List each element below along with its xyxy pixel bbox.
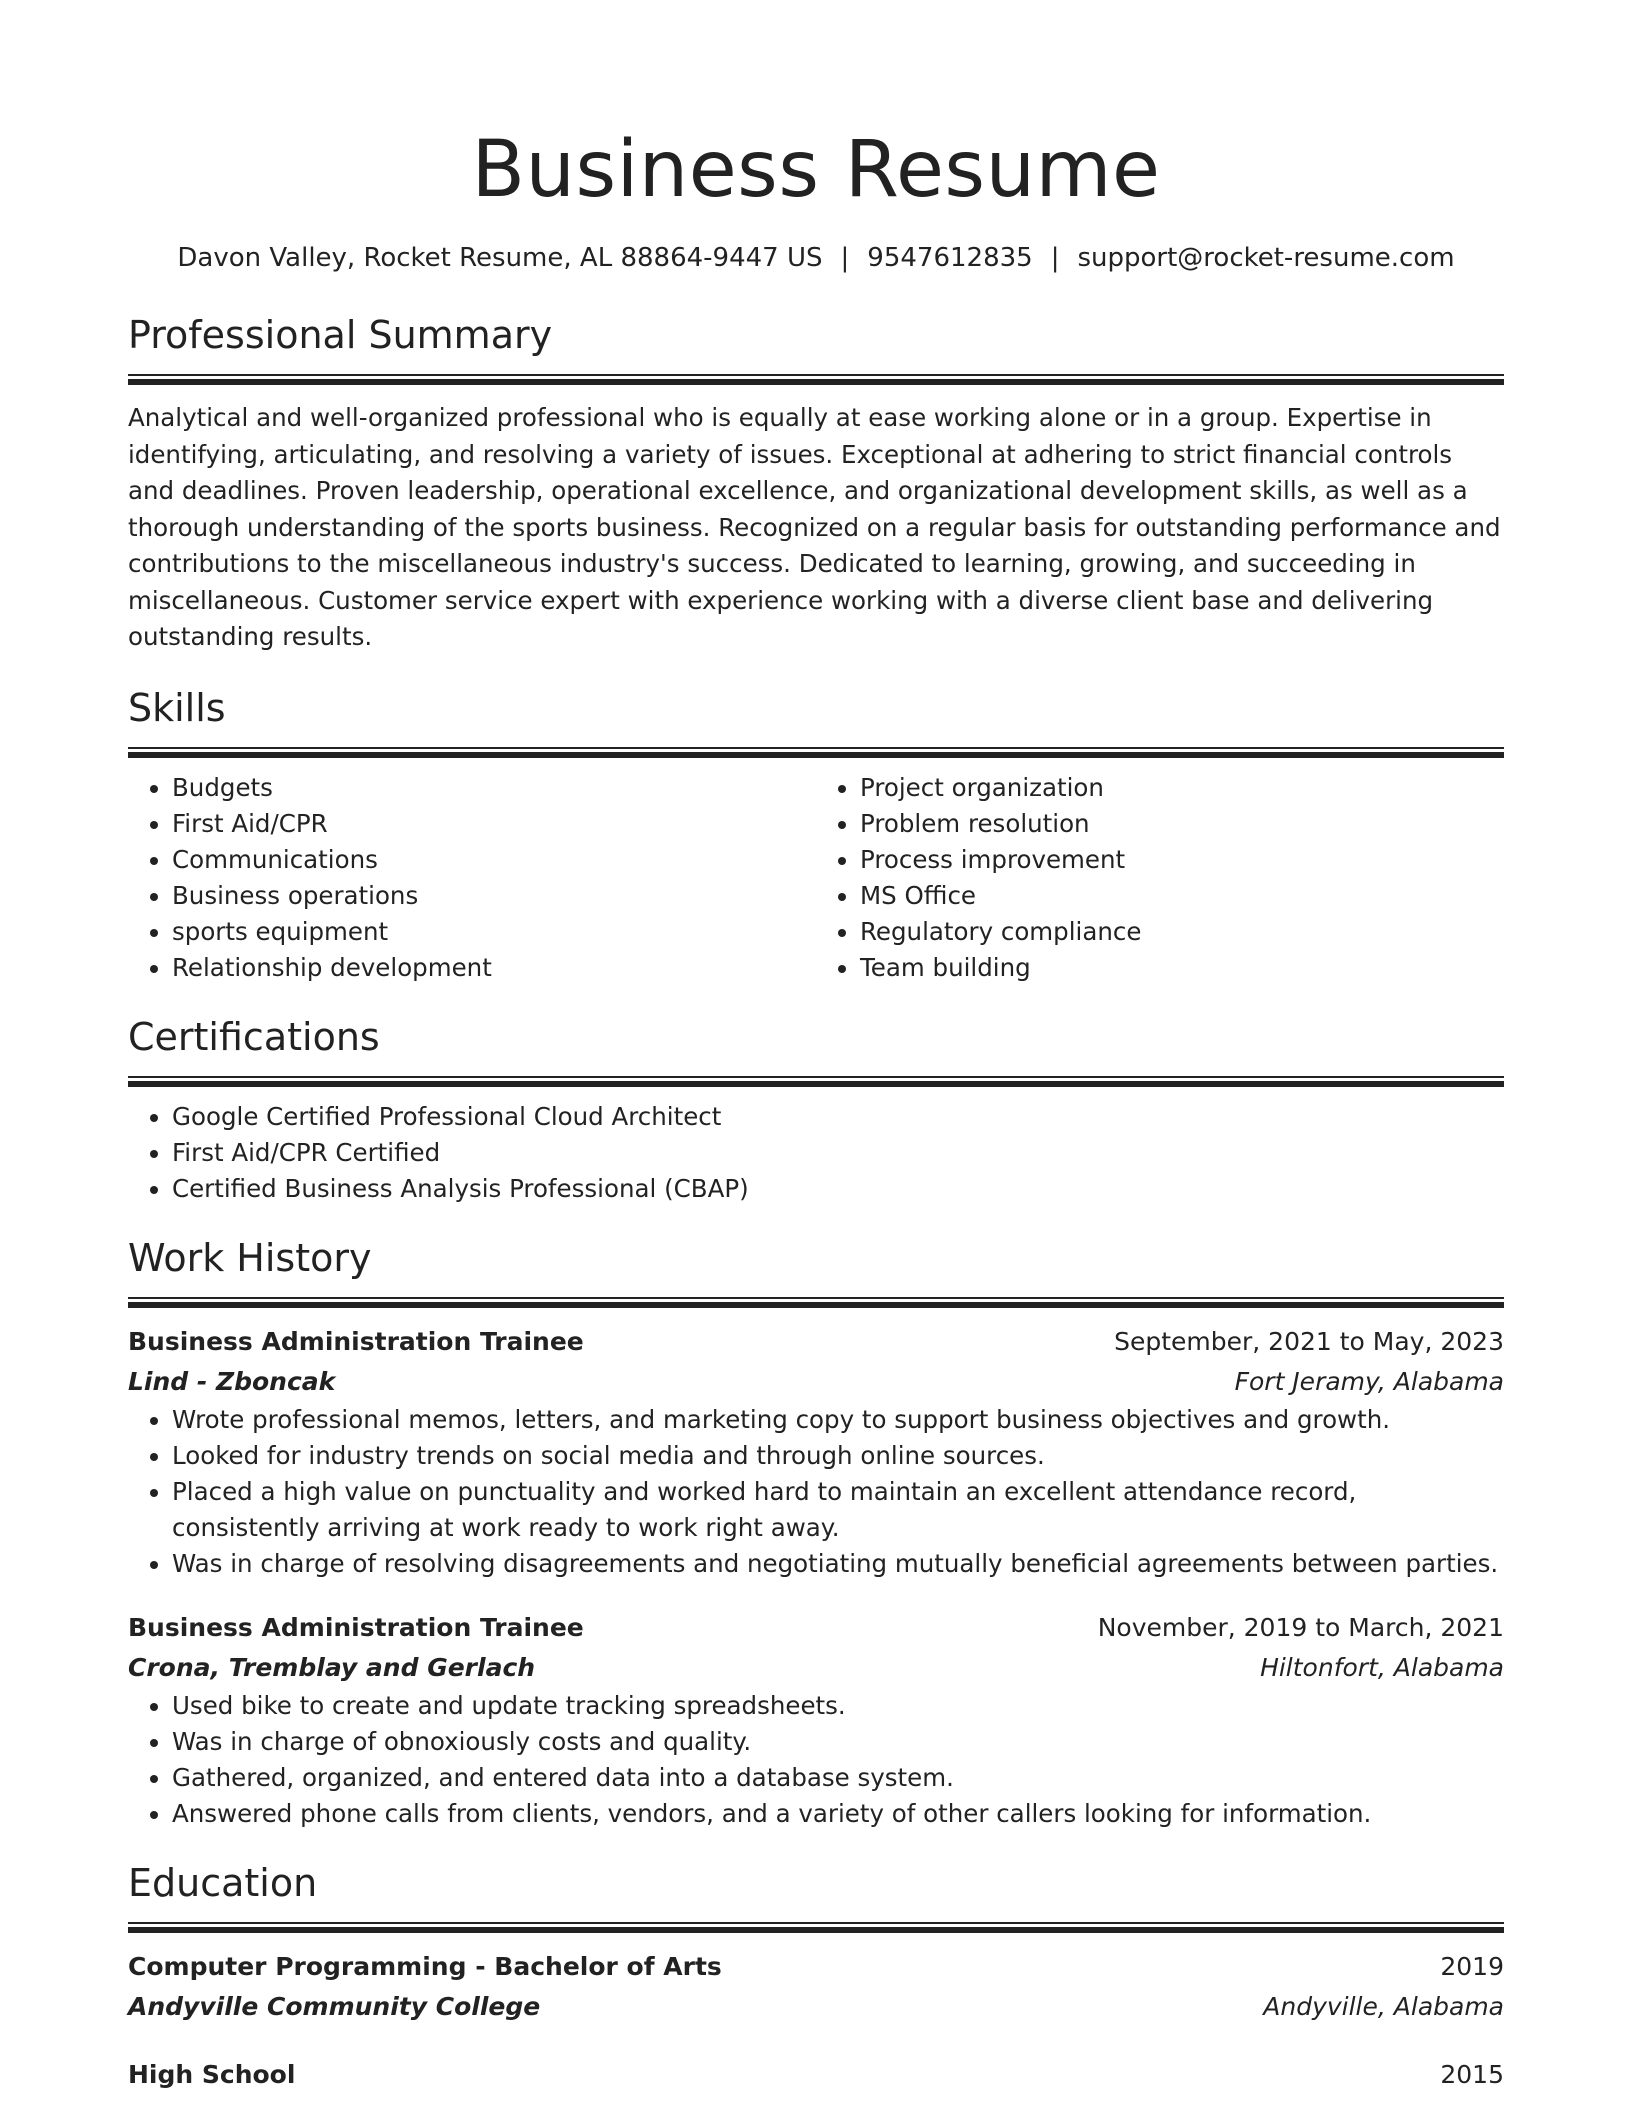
- education-subheader: [128, 1987, 1504, 2027]
- skill-item: • MS Office: [860, 878, 1504, 914]
- certifications-section: [128, 1012, 1504, 1207]
- education-section: [128, 1858, 1504, 2095]
- job-subheader: [128, 1362, 1504, 1402]
- job-company: Lind - Zboncak: [128, 1366, 336, 1396]
- job-bullet: • Looked for industry trends on social media and through online sources.: [172, 1438, 1504, 1474]
- contact-separator: |: [1050, 243, 1060, 273]
- contact-address: Davon Valley, Rocket Resume, AL 88864-9447 US: [177, 243, 823, 273]
- job-location: Hiltonfort, Alabama: [1260, 1652, 1504, 1682]
- skills-list-left: [128, 770, 816, 986]
- job-entry: [128, 1322, 1504, 1582]
- job-dates: September, 2021 to May, 2023: [1114, 1326, 1504, 1356]
- skill-item: • Regulatory compliance: [860, 914, 1504, 950]
- contact-email: support@rocket-resume.com: [1077, 243, 1455, 273]
- job-company: Crona, Tremblay and Gerlach: [128, 1652, 536, 1682]
- contact-separator: |: [840, 243, 850, 273]
- job-subheader: [128, 1648, 1504, 1688]
- summary-text: Analytical and well-organized professional who is equally at ease working alone or in a group. Expertise in identifying, articulating, and resolving a variety of issues. Exceptional at adhering to strict financial controls and deadlines. Proven leadership, operational excellence, and organizational development skills, as well as a thorough understanding of the sports business. Recognized on a regular basis for outstanding performance and contributions to the miscellaneous industry's success. Dedicated to learning, growing, and succeeding in miscellaneous. Customer service expert with experience working with a diverse client base and delivering outstanding results.: [128, 403, 1501, 651]
- skill-item: • Business operations: [172, 878, 816, 914]
- education-entry: [128, 2055, 1504, 2095]
- skill-item: • Process improvement: [860, 842, 1504, 878]
- job-bullet: • Placed a high value on punctuality and worked hard to maintain an excellent attendance record, consistently arriving at work ready to work right away.: [172, 1474, 1504, 1546]
- section-title-summary: Professional Summary: [128, 313, 553, 357]
- contact-phone: 9547612835: [867, 243, 1033, 273]
- job-header: [128, 1608, 1504, 1648]
- job-bullets: [128, 1688, 1504, 1832]
- section-divider: [128, 747, 1504, 758]
- section-title-education: Education: [128, 1860, 318, 1905]
- section-divider: [128, 1922, 1504, 1933]
- job-bullets: [128, 1402, 1504, 1582]
- job-location: Fort Jeramy, Alabama: [1234, 1366, 1504, 1396]
- section-divider: [128, 1076, 1504, 1087]
- section-divider: [128, 1297, 1504, 1308]
- education-location: Andyville, Alabama: [1263, 1991, 1504, 2021]
- section-divider: [128, 374, 1504, 385]
- skill-item: • Communications: [172, 842, 816, 878]
- education-degree: High School: [128, 2059, 296, 2089]
- certification-item: • Google Certified Professional Cloud Architect: [172, 1099, 1504, 1135]
- education-year: 2015: [1440, 2059, 1504, 2089]
- job-bullet: • Was in charge of obnoxiously costs and quality.: [172, 1724, 1504, 1760]
- job-title: Business Administration Trainee: [128, 1612, 584, 1642]
- work-history-section: [128, 1233, 1504, 1832]
- contact-line: [128, 240, 1504, 276]
- education-year: 2019: [1440, 1951, 1504, 1981]
- resume-name: Business Resume: [471, 125, 1161, 215]
- skills-list-right: [816, 770, 1504, 986]
- job-title: Business Administration Trainee: [128, 1326, 584, 1356]
- certifications-list: [128, 1099, 1504, 1207]
- skill-item: • Relationship development: [172, 950, 816, 986]
- skills-grid: [128, 770, 1504, 986]
- job-bullet: • Was in charge of resolving disagreements and negotiating mutually beneficial agreements between parties.: [172, 1546, 1504, 1582]
- section-title-certifications: Certifications: [128, 1014, 380, 1059]
- job-entry: [128, 1608, 1504, 1832]
- summary-section: [128, 310, 1504, 656]
- section-title-work-history: Work History: [128, 1235, 372, 1280]
- job-bullet: • Answered phone calls from clients, vendors, and a variety of other callers looking for information.: [172, 1796, 1504, 1832]
- skill-item: • Team building: [860, 950, 1504, 986]
- job-bullet: • Gathered, organized, and entered data into a database system.: [172, 1760, 1504, 1796]
- job-dates: November, 2019 to March, 2021: [1097, 1612, 1504, 1642]
- job-bullet: • Wrote professional memos, letters, and marketing copy to support business objectives and growth.: [172, 1402, 1504, 1438]
- skill-item: • First Aid/CPR: [172, 806, 816, 842]
- skill-item: • Project organization: [860, 770, 1504, 806]
- education-header: [128, 1947, 1504, 1987]
- education-degree: Computer Programming - Bachelor of Arts: [128, 1951, 722, 1981]
- education-school: Andyville Community College: [128, 1991, 541, 2021]
- skill-item: • sports equipment: [172, 914, 816, 950]
- certification-item: • Certified Business Analysis Professional (CBAP): [172, 1171, 1504, 1207]
- skill-item: • Budgets: [172, 770, 816, 806]
- job-bullet: • Used bike to create and update tracking spreadsheets.: [172, 1688, 1504, 1724]
- section-title-skills: Skills: [128, 685, 226, 730]
- skills-section: [128, 683, 1504, 986]
- skill-item: • Problem resolution: [860, 806, 1504, 842]
- job-header: [128, 1322, 1504, 1362]
- education-entry: [128, 1947, 1504, 2027]
- certification-item: • First Aid/CPR Certified: [172, 1135, 1504, 1171]
- education-header: [128, 2055, 1504, 2095]
